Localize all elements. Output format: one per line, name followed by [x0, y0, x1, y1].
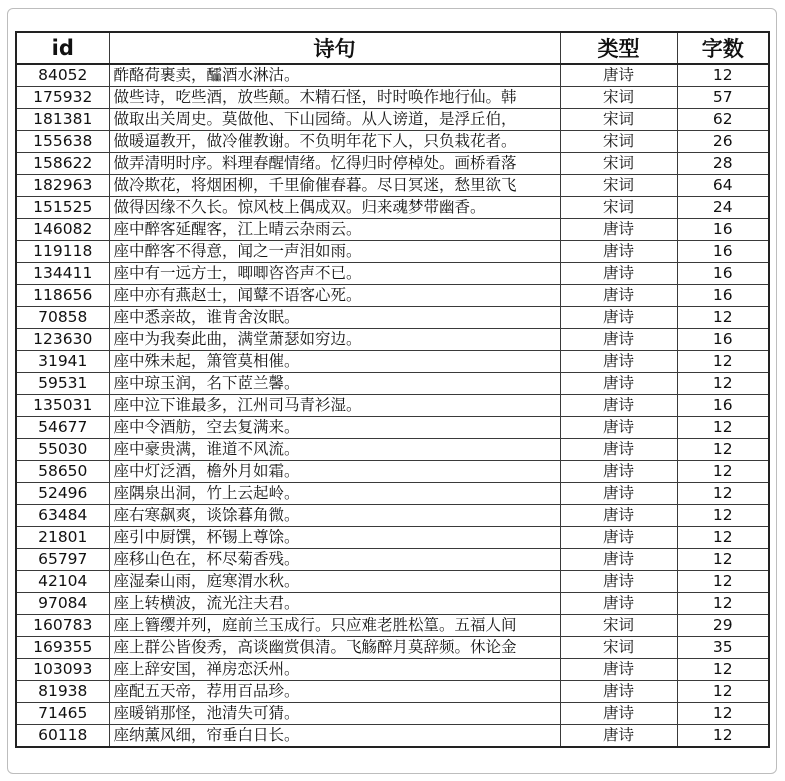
cell-id: 52496: [16, 483, 109, 505]
header-type: 类型: [560, 32, 677, 64]
table-row: [16, 439, 769, 461]
table-row: [16, 373, 769, 395]
cell-count: 16: [677, 263, 769, 285]
cell-count: 12: [677, 439, 769, 461]
cell-type: 唐诗: [560, 351, 677, 373]
table-row: [16, 703, 769, 725]
table-row: [16, 329, 769, 351]
cell-id: 123630: [16, 329, 109, 351]
table-row: [16, 637, 769, 659]
cell-poem: 座中殊未起，箫管莫相催。: [109, 351, 560, 373]
cell-count: 12: [677, 681, 769, 703]
cell-id: 81938: [16, 681, 109, 703]
table-row: [16, 351, 769, 373]
table-row: [16, 263, 769, 285]
cell-poem: 座中有一远方士，唧唧咨咨声不已。: [109, 263, 560, 285]
table-row: [16, 241, 769, 263]
table-row: [16, 681, 769, 703]
cell-type: 唐诗: [560, 461, 677, 483]
cell-poem: 座中琼玉润，名下茝兰馨。: [109, 373, 560, 395]
cell-count: 16: [677, 329, 769, 351]
cell-poem: 座中泣下谁最多，江州司马青衫湿。: [109, 395, 560, 417]
cell-type: 唐诗: [560, 439, 677, 461]
cell-poem: 座上簪缨并列，庭前兰玉成行。只应难老胜松篁。五福人间: [109, 615, 560, 637]
cell-id: 42104: [16, 571, 109, 593]
cell-count: 12: [677, 659, 769, 681]
cell-type: 宋词: [560, 637, 677, 659]
table-row: [16, 175, 769, 197]
cell-poem: 座暖销那怪，池清失可猜。: [109, 703, 560, 725]
cell-type: 唐诗: [560, 64, 677, 87]
table-row: [16, 197, 769, 219]
cell-type: 唐诗: [560, 219, 677, 241]
cell-type: 宋词: [560, 131, 677, 153]
cell-type: 唐诗: [560, 329, 677, 351]
cell-id: 182963: [16, 175, 109, 197]
cell-poem: 座右寒飙爽，谈馀暮角微。: [109, 505, 560, 527]
cell-poem: 座中令酒舫，空去复满来。: [109, 417, 560, 439]
cell-count: 12: [677, 703, 769, 725]
header-poem: 诗句: [109, 32, 560, 64]
cell-id: 103093: [16, 659, 109, 681]
cell-type: 唐诗: [560, 505, 677, 527]
cell-id: 158622: [16, 153, 109, 175]
table-row: [16, 395, 769, 417]
cell-type: 唐诗: [560, 307, 677, 329]
cell-poem: 座中醉客延醒客，江上晴云杂雨云。: [109, 219, 560, 241]
cell-id: 151525: [16, 197, 109, 219]
table-row: [16, 527, 769, 549]
cell-poem: 座隅泉出洞，竹上云起岭。: [109, 483, 560, 505]
cell-poem: 座上群公皆俊秀，高谈幽赏俱清。飞觞醉月莫辞频。休论金: [109, 637, 560, 659]
cell-poem: 座湿秦山雨，庭寒渭水秋。: [109, 571, 560, 593]
header-id: id: [16, 32, 109, 64]
cell-id: 58650: [16, 461, 109, 483]
table-row: [16, 87, 769, 109]
cell-type: 唐诗: [560, 681, 677, 703]
cell-count: 12: [677, 417, 769, 439]
cell-type: 唐诗: [560, 417, 677, 439]
cell-type: 宋词: [560, 175, 677, 197]
cell-count: 12: [677, 483, 769, 505]
cell-count: 12: [677, 307, 769, 329]
cell-count: 12: [677, 461, 769, 483]
cell-type: 唐诗: [560, 285, 677, 307]
cell-id: 55030: [16, 439, 109, 461]
cell-type: 唐诗: [560, 659, 677, 681]
cell-id: 175932: [16, 87, 109, 109]
table-row: [16, 483, 769, 505]
cell-id: 31941: [16, 351, 109, 373]
cell-id: 59531: [16, 373, 109, 395]
cell-poem: 做冷欺花，将烟困柳，千里偷催春暮。尽日冥迷，愁里欲飞: [109, 175, 560, 197]
cell-count: 12: [677, 373, 769, 395]
cell-poem: 座中醉客不得意，闻之一声泪如雨。: [109, 241, 560, 263]
header-row: [16, 32, 769, 64]
cell-count: 12: [677, 505, 769, 527]
cell-id: 65797: [16, 549, 109, 571]
cell-type: 唐诗: [560, 373, 677, 395]
cell-poem: 做暖逼教开，做冷催教谢。不负明年花下人，只负栽花者。: [109, 131, 560, 153]
cell-count: 62: [677, 109, 769, 131]
cell-type: 宋词: [560, 153, 677, 175]
cell-count: 16: [677, 219, 769, 241]
table-row: [16, 461, 769, 483]
cell-id: 21801: [16, 527, 109, 549]
cell-id: 155638: [16, 131, 109, 153]
table-row: [16, 64, 769, 87]
cell-poem: 座纳薰风细，帘垂白日长。: [109, 725, 560, 748]
cell-id: 169355: [16, 637, 109, 659]
cell-poem: 座中灯泛酒，檐外月如霜。: [109, 461, 560, 483]
cell-count: 12: [677, 725, 769, 748]
cell-count: 12: [677, 64, 769, 87]
cell-poem: 座中亦有燕赵士，闻鼙不语客心死。: [109, 285, 560, 307]
cell-poem: 座中豪贵满，谁道不风流。: [109, 439, 560, 461]
cell-type: 唐诗: [560, 395, 677, 417]
cell-id: 135031: [16, 395, 109, 417]
cell-poem: 酢酪荷裹卖，醽酒水淋沽。: [109, 64, 560, 87]
cell-id: 118656: [16, 285, 109, 307]
table-row: [16, 593, 769, 615]
table-row: [16, 571, 769, 593]
cell-type: 唐诗: [560, 571, 677, 593]
cell-poem: 座配五天帝，荐用百品珍。: [109, 681, 560, 703]
cell-count: 12: [677, 549, 769, 571]
cell-count: 35: [677, 637, 769, 659]
cell-count: 26: [677, 131, 769, 153]
table-row: [16, 549, 769, 571]
cell-poem: 座引中厨馔，杯锡上尊馀。: [109, 527, 560, 549]
cell-type: 唐诗: [560, 703, 677, 725]
cell-type: 唐诗: [560, 483, 677, 505]
cell-count: 24: [677, 197, 769, 219]
cell-id: 84052: [16, 64, 109, 87]
cell-count: 12: [677, 571, 769, 593]
cell-count: 57: [677, 87, 769, 109]
cell-poem: 做取出关周史。莫做他、下山园绮。从人谤道，是浮丘伯，: [109, 109, 560, 131]
cell-type: 唐诗: [560, 263, 677, 285]
table-row: [16, 131, 769, 153]
cell-count: 29: [677, 615, 769, 637]
cell-type: 唐诗: [560, 527, 677, 549]
table-row: [16, 307, 769, 329]
cell-type: 宋词: [560, 615, 677, 637]
cell-count: 12: [677, 351, 769, 373]
cell-count: 28: [677, 153, 769, 175]
cell-id: 60118: [16, 725, 109, 748]
cell-poem: 做得因缘不久长。惊风枝上偶成双。归来魂梦带幽香。: [109, 197, 560, 219]
cell-count: 16: [677, 395, 769, 417]
cell-id: 119118: [16, 241, 109, 263]
table-row: [16, 285, 769, 307]
cell-count: 16: [677, 285, 769, 307]
cell-poem: 座移山色在，杯尽菊香残。: [109, 549, 560, 571]
header-count: 字数: [677, 32, 769, 64]
table-row: [16, 615, 769, 637]
cell-type: 宋词: [560, 87, 677, 109]
cell-poem: 座上转横波，流光注夫君。: [109, 593, 560, 615]
cell-id: 70858: [16, 307, 109, 329]
cell-id: 54677: [16, 417, 109, 439]
table-row: [16, 153, 769, 175]
cell-poem: 做些诗，吃些酒，放些颠。木精石怪，时时唤作地行仙。韩: [109, 87, 560, 109]
cell-id: 71465: [16, 703, 109, 725]
table-row: [16, 219, 769, 241]
cell-count: 12: [677, 593, 769, 615]
cell-type: 唐诗: [560, 593, 677, 615]
cell-id: 63484: [16, 505, 109, 527]
cell-id: 181381: [16, 109, 109, 131]
cell-count: 64: [677, 175, 769, 197]
cell-type: 唐诗: [560, 549, 677, 571]
cell-id: 97084: [16, 593, 109, 615]
cell-id: 146082: [16, 219, 109, 241]
table-row: [16, 659, 769, 681]
cell-poem: 做弄清明时序。料理春醒情绪。忆得归时停棹处。画桥看落: [109, 153, 560, 175]
table-row: [16, 505, 769, 527]
table-row: [16, 109, 769, 131]
table-row: [16, 417, 769, 439]
cell-type: 宋词: [560, 109, 677, 131]
cell-type: 唐诗: [560, 241, 677, 263]
cell-count: 12: [677, 527, 769, 549]
poem-table: [15, 31, 770, 748]
table-body: [16, 64, 769, 747]
table-row: [16, 725, 769, 748]
cell-poem: 座中为我奏此曲，满堂萧瑟如穷边。: [109, 329, 560, 351]
cell-type: 宋词: [560, 197, 677, 219]
cell-id: 134411: [16, 263, 109, 285]
cell-id: 160783: [16, 615, 109, 637]
cell-poem: 座上辞安国，禅房恋沃州。: [109, 659, 560, 681]
cell-type: 唐诗: [560, 725, 677, 748]
cell-count: 16: [677, 241, 769, 263]
cell-poem: 座中悉亲故，谁肯舍汝眠。: [109, 307, 560, 329]
